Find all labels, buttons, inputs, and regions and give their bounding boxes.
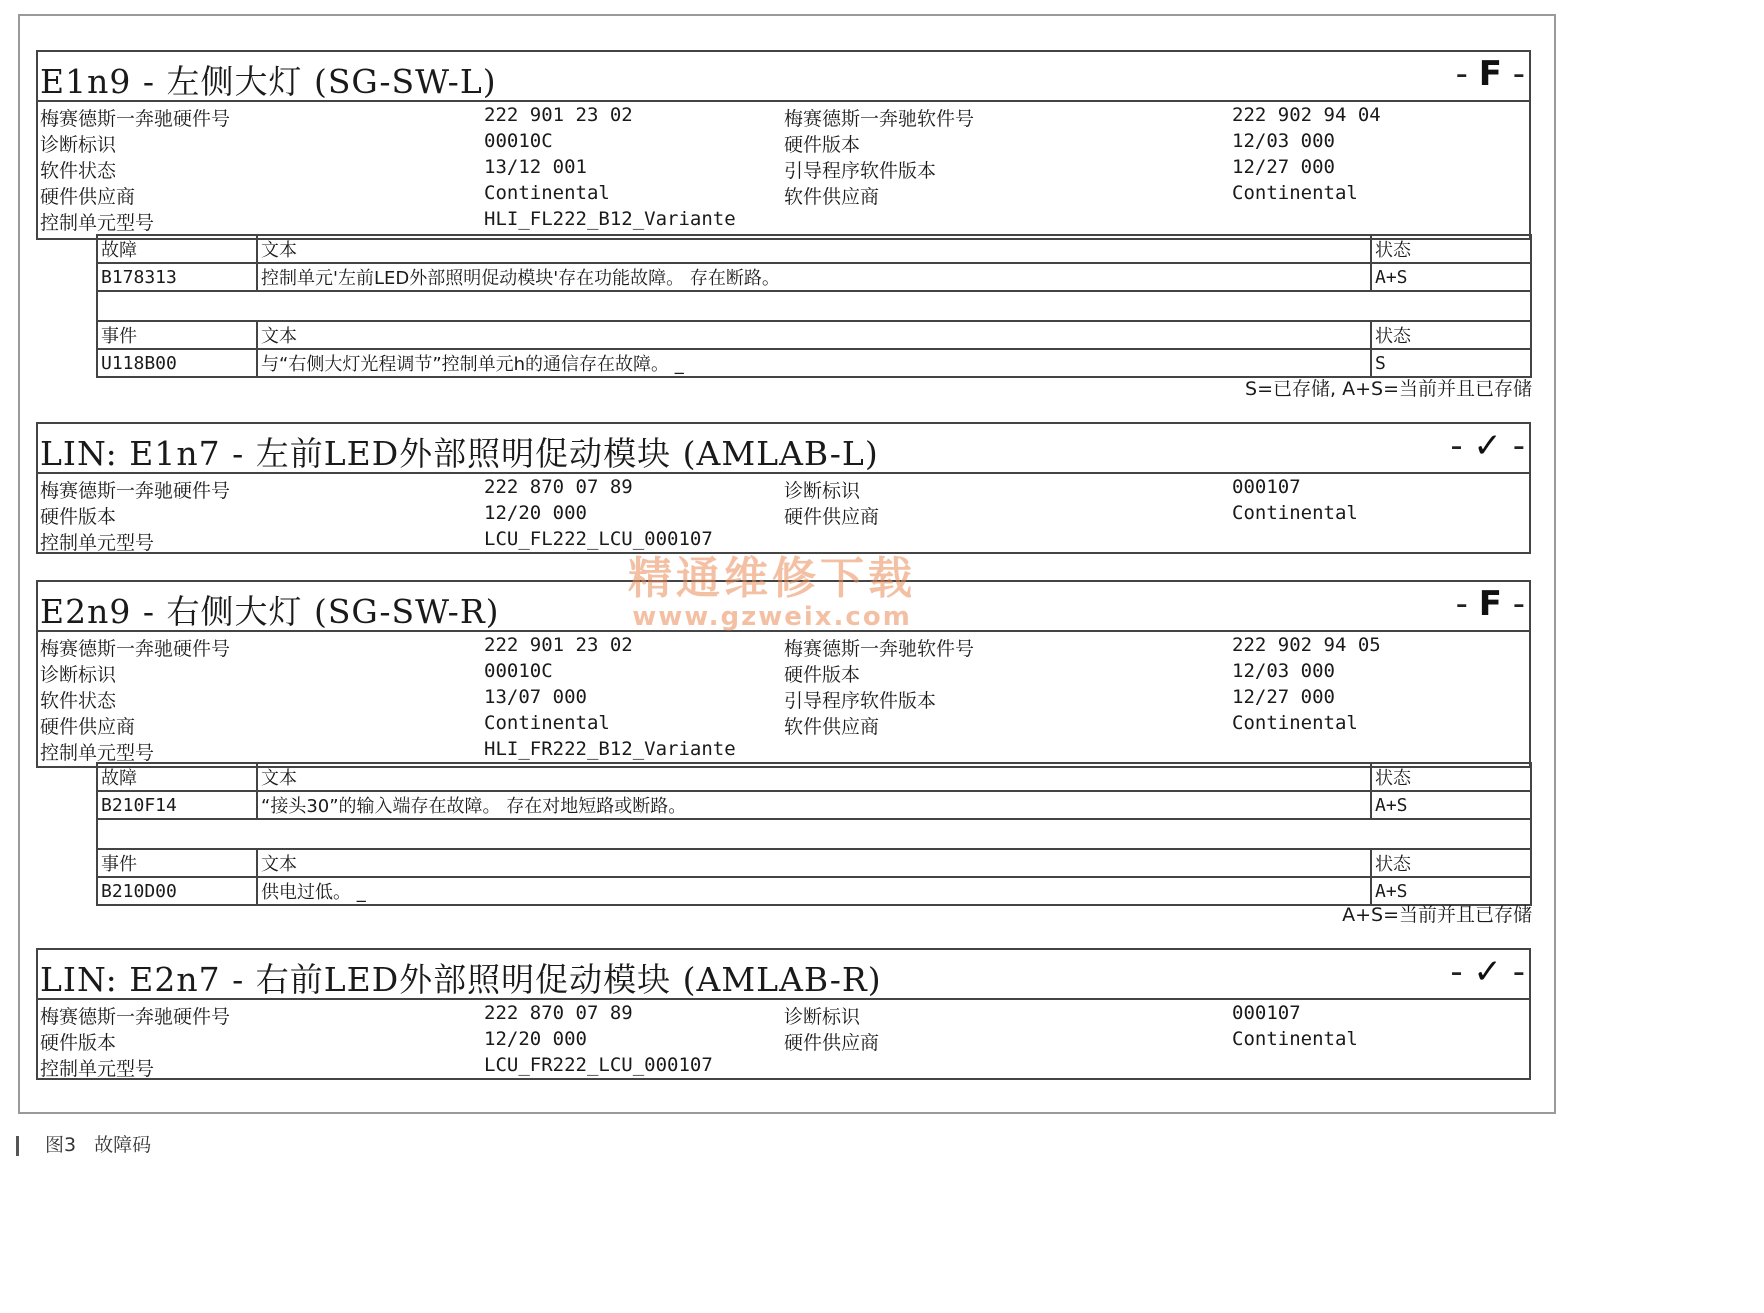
col-header: 事件 (97, 849, 257, 877)
label: 软件状态 (40, 160, 117, 182)
caption-bar (16, 1136, 19, 1156)
module-title: E2n9 - 右侧大灯 (SG-SW-R) (40, 592, 500, 631)
label: 硬件供应商 (40, 716, 136, 738)
module-e2n7 (36, 948, 1531, 1080)
module-info (38, 1000, 1529, 1078)
value: 00010C (484, 660, 553, 682)
watermark-title: 精通维修下载 (628, 553, 916, 604)
value: 12/20 000 (484, 1028, 587, 1050)
value: 13/07 000 (484, 686, 587, 708)
label: 硬件供应商 (784, 1032, 880, 1054)
label: 诊断标识 (784, 480, 861, 502)
check-icon: ✓ (1473, 952, 1502, 992)
value: 000107 (1232, 476, 1301, 498)
label: 梅赛德斯一奔驰硬件号 (40, 480, 231, 502)
module-title: LIN: E1n7 - 左前LED外部照明促动模块 (AMLAB-L) (40, 434, 879, 473)
col-header: 状态 (1371, 235, 1531, 263)
label: 控制单元型号 (40, 212, 155, 234)
event-code: B210D00 (97, 877, 257, 905)
module-header (38, 52, 1529, 102)
col-header: 文本 (257, 763, 1371, 791)
label: 硬件版本 (784, 134, 861, 156)
col-header: 状态 (1371, 321, 1531, 349)
fault-text: 控制单元'左前LED外部照明促动模块'存在功能故障。 存在断路。 (257, 263, 1371, 291)
module-info (38, 474, 1529, 552)
module-info (38, 102, 1529, 232)
value: 12/03 000 (1232, 660, 1335, 682)
col-header: 故障 (97, 235, 257, 263)
fault-status: A+S (1371, 263, 1531, 291)
table-spacer (97, 819, 1531, 849)
col-header: 故障 (97, 763, 257, 791)
label: 软件供应商 (784, 716, 880, 738)
value: 12/03 000 (1232, 130, 1335, 152)
label: 硬件供应商 (40, 186, 136, 208)
dtc-table-e1n9 (96, 234, 1532, 378)
col-header: 文本 (257, 321, 1371, 349)
value: 000107 (1232, 1002, 1301, 1024)
value: 222 902 94 05 (1232, 634, 1381, 656)
dtc-table-e2n9 (96, 762, 1532, 906)
figure-title: 故障码 (94, 1134, 152, 1156)
value: LCU_FR222_LCU_000107 (484, 1054, 713, 1076)
label: 控制单元型号 (40, 1058, 155, 1080)
value: HLI_FL222_B12_Variante (484, 208, 736, 230)
status-ok-indicator: - ✓ - (1450, 426, 1525, 466)
label: 引导程序软件版本 (784, 160, 937, 182)
module-title: E1n9 - 左侧大灯 (SG-SW-L) (40, 62, 497, 101)
status-legend: A+S=当前并且已存储 (1342, 904, 1532, 926)
label: 梅赛德斯一奔驰软件号 (784, 108, 975, 130)
label: 软件状态 (40, 690, 117, 712)
col-header: 状态 (1371, 763, 1531, 791)
fault-code: B210F14 (97, 791, 257, 819)
value: 00010C (484, 130, 553, 152)
module-header (38, 950, 1529, 1000)
label: 诊断标识 (40, 664, 117, 686)
label: 硬件版本 (40, 506, 117, 528)
label: 硬件供应商 (784, 506, 880, 528)
module-header (38, 424, 1529, 474)
value: 12/27 000 (1232, 686, 1335, 708)
value: LCU_FL222_LCU_000107 (484, 528, 713, 550)
watermark-url: www.gzweix.com (632, 602, 912, 632)
table-spacer (97, 291, 1531, 321)
value: Continental (1232, 712, 1358, 734)
label: 诊断标识 (784, 1006, 861, 1028)
module-header (38, 582, 1529, 632)
value: 12/20 000 (484, 502, 587, 524)
value: 13/12 001 (484, 156, 587, 178)
fault-status: A+S (1371, 791, 1531, 819)
module-e1n7 (36, 422, 1531, 554)
label: 硬件版本 (784, 664, 861, 686)
figure-caption (16, 1130, 151, 1157)
label: 诊断标识 (40, 134, 117, 156)
col-header: 文本 (257, 849, 1371, 877)
event-text: 供电过低。 _ (257, 877, 1371, 905)
label: 梅赛德斯一奔驰软件号 (784, 638, 975, 660)
event-status: A+S (1371, 877, 1531, 905)
label: 控制单元型号 (40, 532, 155, 554)
value: Continental (484, 712, 610, 734)
label: 软件供应商 (784, 186, 880, 208)
value: 222 901 23 02 (484, 634, 633, 656)
value: 222 870 07 89 (484, 1002, 633, 1024)
value: Continental (1232, 502, 1358, 524)
event-status: S (1371, 349, 1531, 377)
status-fault-indicator: - F - (1455, 54, 1525, 94)
fault-code: B178313 (97, 263, 257, 291)
label: 控制单元型号 (40, 742, 155, 764)
col-header: 文本 (257, 235, 1371, 263)
label: 引导程序软件版本 (784, 690, 937, 712)
value: Continental (1232, 1028, 1358, 1050)
value: 12/27 000 (1232, 156, 1335, 178)
status-legend: S=已存储, A+S=当前并且已存储 (1245, 378, 1532, 400)
value: 222 901 23 02 (484, 104, 633, 126)
label: 梅赛德斯一奔驰硬件号 (40, 108, 231, 130)
label: 梅赛德斯一奔驰硬件号 (40, 1006, 231, 1028)
col-header: 事件 (97, 321, 257, 349)
figure-number: 图3 (45, 1134, 77, 1156)
module-title: LIN: E2n7 - 右前LED外部照明促动模块 (AMLAB-R) (40, 960, 882, 999)
label: 梅赛德斯一奔驰硬件号 (40, 638, 231, 660)
col-header: 状态 (1371, 849, 1531, 877)
value: 222 870 07 89 (484, 476, 633, 498)
event-text: 与“右侧大灯光程调节”控制单元h的通信存在故障。 _ (257, 349, 1371, 377)
module-info (38, 632, 1529, 762)
event-code: U118B00 (97, 349, 257, 377)
label: 硬件版本 (40, 1032, 117, 1054)
value: Continental (1232, 182, 1358, 204)
module-e2n9 (36, 580, 1531, 768)
value: Continental (484, 182, 610, 204)
status-fault-indicator: - F - (1455, 584, 1525, 624)
check-icon: ✓ (1473, 426, 1502, 466)
value: 222 902 94 04 (1232, 104, 1381, 126)
value: HLI_FR222_B12_Variante (484, 738, 736, 760)
fault-text: “接头30”的输入端存在故障。 存在对地短路或断路。 (257, 791, 1371, 819)
module-e1n9 (36, 50, 1531, 240)
status-ok-indicator: - ✓ - (1450, 952, 1525, 992)
